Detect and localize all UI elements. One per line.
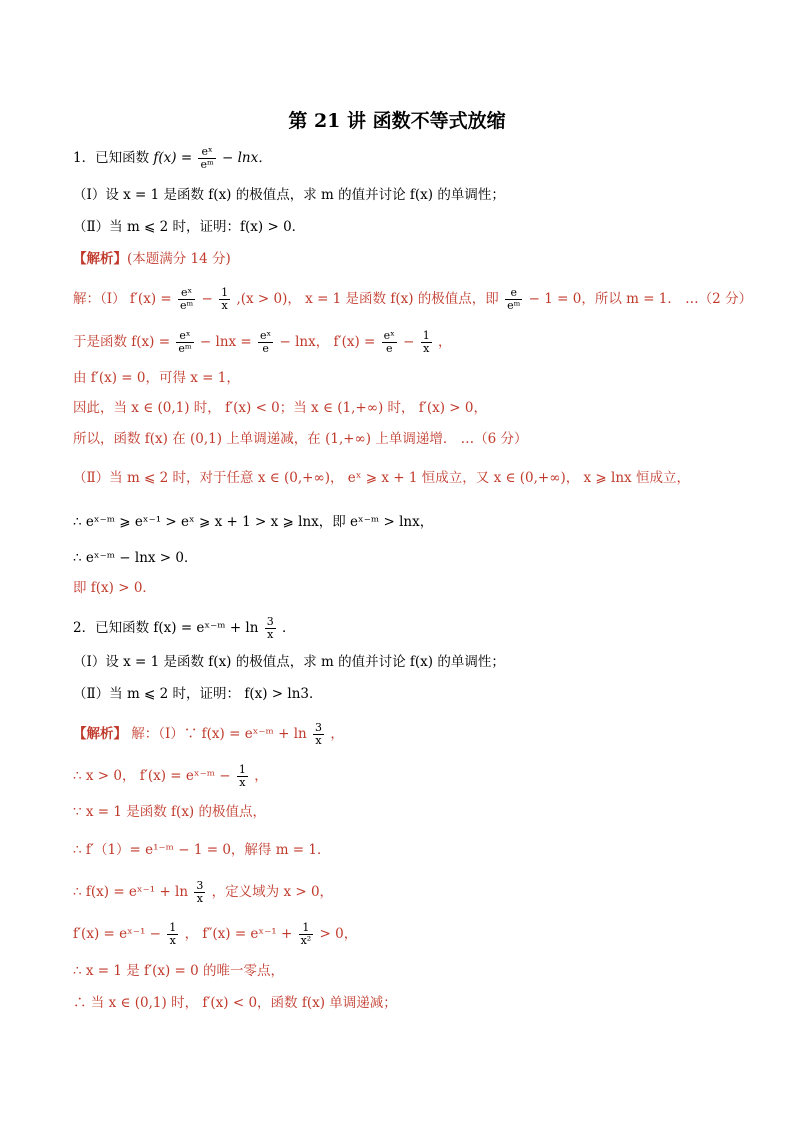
problem2-part1: （Ⅰ）设 x = 1 是函数 f(x) 的极值点，求 m 的值并讨论 f(x) 的单调性； (73, 654, 505, 670)
problem1-solution-header: 【解析】(本题满分 14 分) (73, 251, 231, 267)
problem2-solution-line1: 【解析】 解：（Ⅰ）∵ f(x) = eˣ⁻ᵐ + ln $\frac{3}{x}$ ， (73, 721, 344, 747)
problem2-solution-line2: ∴ x > 0， f′(x) = eˣ⁻ᵐ − $\frac{1}{x}$ ， (73, 763, 268, 789)
problem1-solution-line1: 解：（Ⅰ） f′(x) = $\frac{\text{eˣ}}{\text{eᵐ}}$ − $\frac{1}{x}$ ,(x > 0)， x = 1 是函数 f(x) 的极值点，即 $\frac{e}{\text{eᵐ}}$ − 1 = 0，所以 m = 1． …（2 分） (73, 286, 753, 312)
problem2-solution-line8: ∴ 当 x ∈ (0,1) 时， f′(x) < 0，函数 f(x) 单调递减； (73, 995, 397, 1011)
problem1-stem: 1．已知函数 f(x) = $\frac{\text{eˣ}}{\text{eᵐ}}$ − lnx． (73, 145, 272, 171)
problem1-part1: （Ⅰ）设 x = 1 是函数 f(x) 的极值点，求 m 的值并讨论 f(x) 的单调性； (73, 187, 505, 203)
problem1-solution-line4: 因此，当 x ∈ (0,1) 时， f′(x) < 0；当 x ∈ (1,+∞) 时， f′(x) > 0， (73, 400, 487, 416)
problem1-solution-line6: （Ⅱ）当 m ⩽ 2 时，对于任意 x ∈ (0,+∞)， eˣ ⩾ x + 1 恒成立，又 x ∈ (0,+∞)， x ⩾ lnx 恒成立， (73, 470, 690, 486)
problem1-solution-line8: ∴ eˣ⁻ᵐ − lnx > 0． (73, 550, 198, 566)
problem1-solution-line3: 由 f′(x) = 0，可得 x = 1， (73, 370, 240, 386)
page-title: 第 21 讲 函数不等式放缩 (288, 110, 506, 132)
problem1-solution-line9: 即 f(x) > 0． (73, 580, 156, 596)
problem1-solution-line2: 于是函数 f(x) = $\frac{\text{eˣ}}{\text{eᵐ}}$ − lnx = $\frac{\text{eˣ}}{e}$ − lnx， f′(x) = $\frac{\text{eˣ}}{e}$ − $\frac{1}{x}$ ， (73, 329, 452, 355)
problem2-solution-line4: ∴ f′（1）= e¹⁻ᵐ − 1 = 0，解得 m = 1． (73, 842, 331, 858)
problem2-solution-line7: ∴ x = 1 是 f′(x) = 0 的唯一零点， (73, 963, 285, 979)
problem2-part2: （Ⅱ）当 m ⩽ 2 时，证明： f(x) > ln3． (73, 686, 323, 702)
problem2-solution-line3: ∵ x = 1 是函数 f(x) 的极值点， (73, 804, 266, 820)
problem2-solution-line6: f′(x) = eˣ⁻¹ − $\frac{1}{x}$ ， f″(x) = eˣ⁻¹ + $\frac{1}{\text{x²}}$ > 0， (73, 921, 358, 947)
fraction: $\frac{\text{eˣ}}{\text{eᵐ}}$ (200, 145, 214, 171)
problem1-solution-line5: 所以，函数 f(x) 在 (0,1) 上单调递减，在 (1,+∞) 上单调递增． …（6 分） (73, 431, 528, 447)
problem1-part2: （Ⅱ）当 m ⩽ 2 时，证明：f(x) > 0． (73, 219, 306, 235)
problem1-solution-line7: ∴ eˣ⁻ᵐ ⩾ eˣ⁻¹ > eˣ ⩾ x + 1 > x ⩾ lnx，即 eˣ⁻ᵐ > lnx， (73, 514, 434, 530)
problem2-stem: 2．已知函数 f(x) = eˣ⁻ᵐ + ln $\frac{3}{x}$ ． (73, 615, 296, 641)
problem2-solution-line5: ∴ f(x) = eˣ⁻¹ + ln $\frac{3}{x}$ ，定义域为 x > 0， (73, 879, 334, 905)
